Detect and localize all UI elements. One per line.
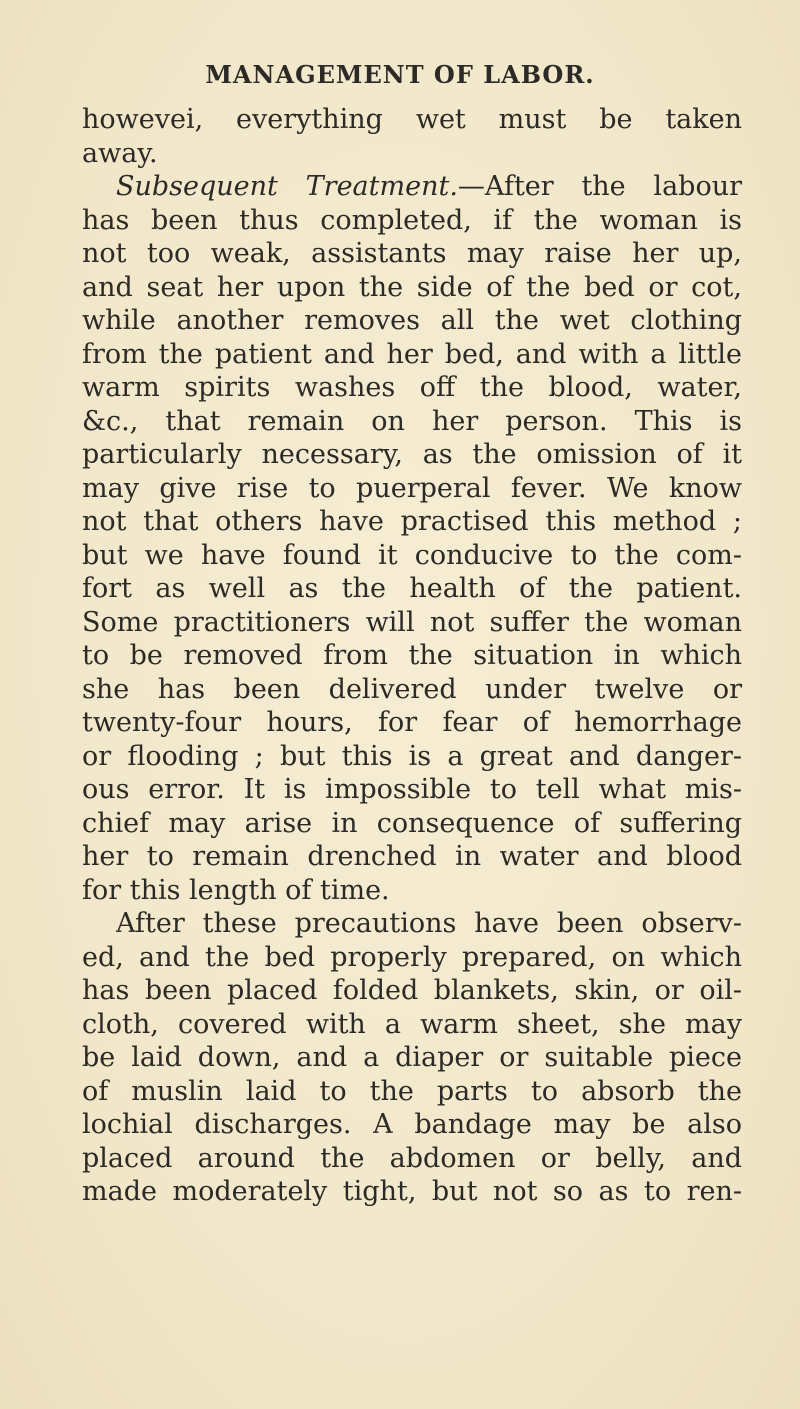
text-line: twenty-four hours, for fear of hemorrhage (82, 707, 742, 738)
text-line: or flooding ; but this is a great and danger- (82, 740, 742, 772)
text-fragment: —After the labour (457, 171, 742, 202)
text-line: Some practitioners will not suffer the woman (82, 606, 742, 638)
text-line: away. (82, 137, 158, 169)
text-line: &c., that remain on her person. This is (82, 405, 742, 437)
text-line: ous error. It is impossible to tell what mis- (82, 774, 742, 805)
text-line: be laid down, and a diaper or suitable piece (82, 1042, 742, 1073)
subheading: Subsequent Treatment. (116, 171, 458, 202)
text-line: for this length of time. (82, 874, 390, 906)
text-line: from the patient and her bed, and with a little (82, 338, 742, 370)
text-line: and seat her upon the side of the bed or cot, (82, 271, 742, 303)
text-line: chief may arise in consequence of suffering (82, 807, 742, 839)
text-line: After these precautions have been observ- (116, 908, 742, 939)
text-line: her to remain drenched in water and blood (82, 841, 742, 872)
text-line: has been thus completed, if the woman is (82, 204, 742, 236)
text-line: howevei, everything wet must be taken (82, 104, 742, 135)
text-line: but we have found it conducive to the com- (82, 539, 742, 571)
text-line: warm spirits washes off the blood, water, (82, 372, 742, 403)
subheading-line (82, 170, 742, 204)
text-line: not too weak, assistants may raise her up, (82, 238, 742, 269)
text-line: not that others have practised this method ; (82, 506, 742, 537)
text-line: while another removes all the wet clothing (82, 305, 742, 336)
text-line: particularly necessary, as the omission of it (82, 439, 742, 470)
text-line: ed, and the bed properly prepared, on which (82, 941, 742, 973)
text-line: fort as well as the health of the patient. (82, 573, 742, 604)
running-head: MANAGEMENT OF LABOR. (205, 60, 595, 89)
text-line: made moderately tight, but not so as to ren- (82, 1176, 742, 1207)
text-line: to be removed from the situation in which (82, 640, 742, 671)
text-line: placed around the abdomen or belly, and (82, 1142, 742, 1174)
text-line: cloth, covered with a warm sheet, she may (82, 1008, 742, 1040)
text-line: she has been delivered under twelve or (82, 673, 742, 705)
text-line: of muslin laid to the parts to absorb the (82, 1075, 742, 1107)
body-text (82, 103, 742, 1209)
text-line: has been placed folded blankets, skin, or oil- (82, 975, 742, 1006)
text-line: lochial discharges. A bandage may be also (82, 1109, 742, 1140)
text-line: may give rise to puerperal fever. We know (82, 472, 742, 504)
